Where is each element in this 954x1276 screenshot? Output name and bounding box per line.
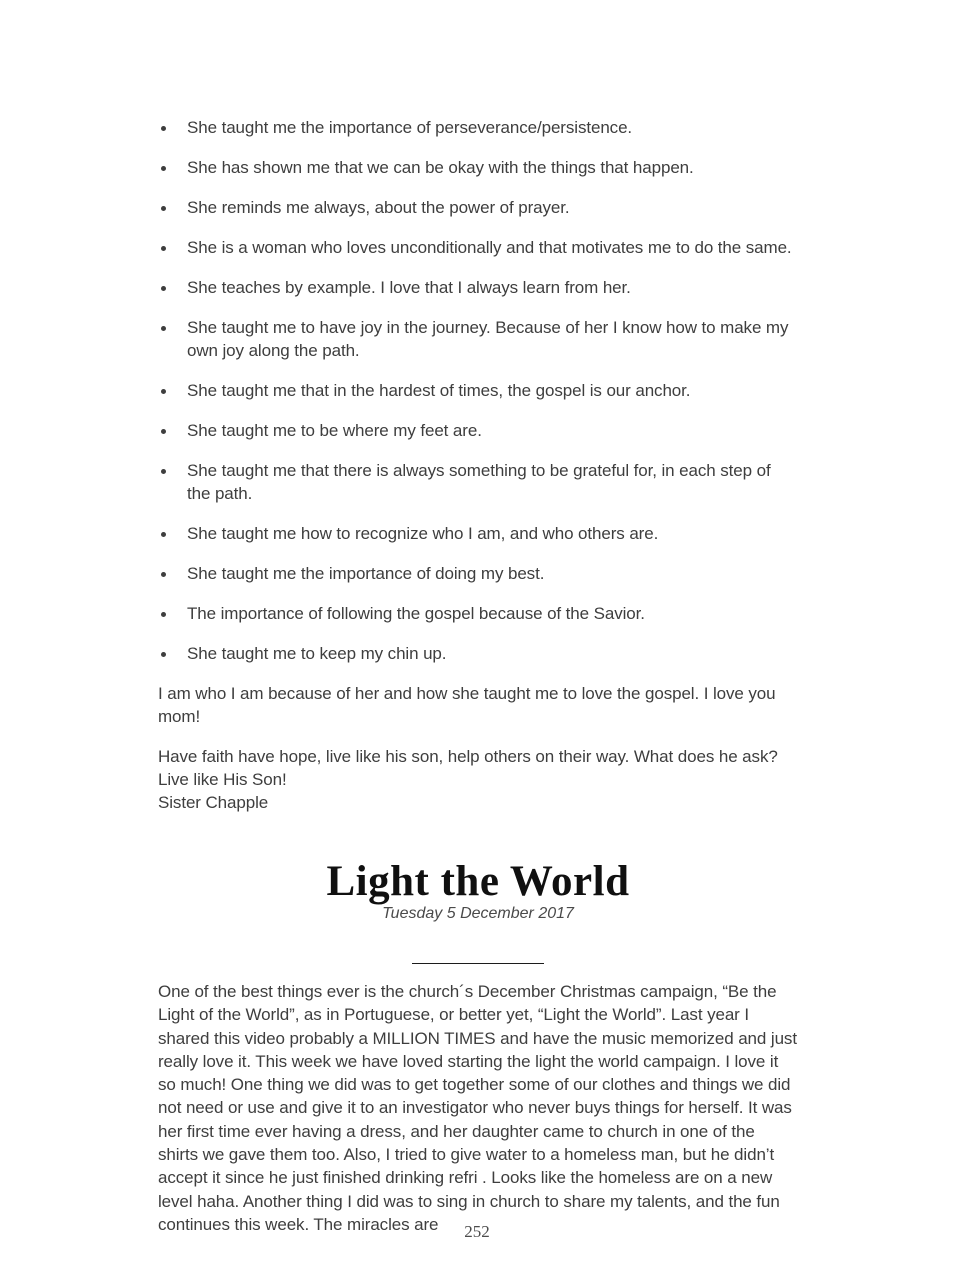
entry-body-paragraph: One of the best things ever is the church´s December Christmas campaign, “Be the Light of the World”, as in Portuguese, or better yet, “Light the World”. Last year I shared this video probably a MILLION TIMES and have the music memorized and just really love it. This week we have loved starting the light the world campaign. I love it so much! One thing we did was to get together some of our clothes and things we did not need or use and give it to an investigator who never buys things for herself. It was her first time ever having a dress, and her daughter came to church in one of the shirts we gave them too. Also, I tried to give water to a homeless man, but he didn’t accept it since he just finished drinking refri . Looks like the homeless are on a new level haha. Another thing I did was to sing in church to share my talents, and the fun continues this week. The miracles are [158,982,797,1234]
entry-header [158,860,798,923]
list-item: She teaches by example. I love that I always learn from her. [158,276,798,299]
list-item: She reminds me always, about the power of prayer. [158,196,798,219]
list-item: The importance of following the gospel because of the Savior. [158,602,798,625]
faith-text: Have faith have hope, live like his son, help others on their way. What does he ask? Live like His Son! [158,747,778,789]
page-number: 252 [464,1222,490,1241]
list-item: She taught me the importance of perseverance/persistence. [158,116,798,139]
page-content [158,116,798,1236]
section-divider [412,963,544,964]
list-item: She taught me to be where my feet are. [158,419,798,442]
list-item: She is a woman who loves unconditionally and that motivates me to do the same. [158,236,798,259]
closing-paragraph: I am who I am because of her and how she taught me to love the gospel. I love you mom! [158,684,776,726]
signature: Sister Chapple [158,793,269,812]
list-item: She taught me to have joy in the journey. Because of her I know how to make my own joy along the path. [158,316,798,362]
list-item: She taught me how to recognize who I am, and who others are. [158,522,798,545]
list-item: She has shown me that we can be okay with the things that happen. [158,156,798,179]
entry-title: Light the World [326,858,630,905]
list-item: She taught me that there is always something to be grateful for, in each step of the path. [158,459,798,505]
list-item: She taught me that in the hardest of times, the gospel is our anchor. [158,379,798,402]
faith-paragraph [158,745,798,814]
entry-date: Tuesday 5 December 2017 [382,905,574,922]
bullet-list [158,116,798,665]
list-item: She taught me to keep my chin up. [158,642,798,665]
list-item: She taught me the importance of doing my best. [158,562,798,585]
